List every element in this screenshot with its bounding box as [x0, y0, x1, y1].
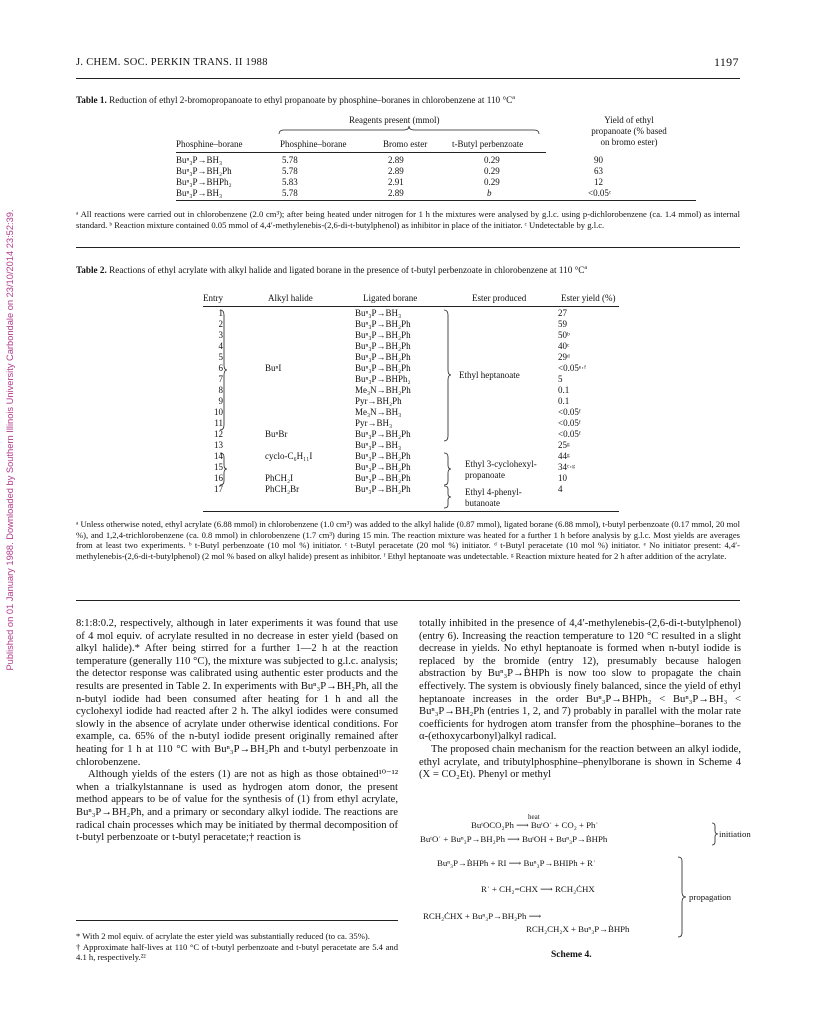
table2-ester-group-3-line2: butanoate	[465, 498, 500, 508]
table2-cell: Buⁿ₃P→BH₃	[355, 308, 402, 318]
table-row	[203, 473, 623, 484]
table2-cell: 1	[218, 308, 223, 318]
table2-cell: <0.05ᶠ	[558, 407, 581, 417]
table1-caption-note: a	[512, 95, 515, 101]
table1-cell: 0.29	[484, 177, 500, 187]
table-row	[203, 429, 623, 440]
table1-cell: <0.05ᶜ	[588, 188, 612, 198]
scheme-title: Scheme 4.	[551, 950, 592, 960]
table2-caption-label: Table 2.	[76, 265, 107, 276]
table2-cell: 0.1	[558, 385, 570, 395]
table2-cell: Buⁿ₃P→BH₂Ph	[355, 319, 411, 329]
scheme-eq4: R˙ + CH₂=CHX ⟶ RCH₂ĊHX	[481, 884, 595, 894]
scheme-eq1-text: BuᵗOCO₂Ph ⟶ BuᵗO˙ + CO₂ + Ph˙	[471, 820, 599, 830]
table1-col-perbenzoate: t-Butyl perbenzoate	[452, 139, 524, 149]
scheme-initiation-label: initiation	[719, 829, 751, 839]
table1-cell: b	[487, 188, 492, 198]
table1-cell: Buⁿ₃P→BH₃	[176, 155, 223, 165]
table2-cell: Buⁿ₃P→BH₂Ph	[355, 330, 411, 340]
table-row	[203, 440, 623, 451]
table2-cell: 2	[218, 319, 223, 329]
table2-cell: <0.05ᶠ	[558, 418, 581, 428]
table2-col-ester-yield: Ester yield (%)	[561, 293, 616, 303]
watermark-text: Published on 01 January 1988. Downloaded by Southern Illinois University Carbondale on 23/10/2014 23:52:39.	[5, 209, 15, 671]
table2-cell: 12	[214, 429, 223, 439]
table2-cell: 4	[558, 484, 563, 494]
table2-cell: 40ᶜ	[558, 341, 570, 351]
left-column	[76, 618, 398, 845]
table2-cell: Buⁿ₃P→BH₂Ph	[355, 473, 411, 483]
table2-cell: PhCH₂Br	[265, 484, 300, 494]
table1-col-phosphine-borane: Phosphine–borane	[176, 139, 243, 149]
table-row	[203, 418, 623, 429]
table2-cell: 15	[214, 462, 223, 472]
table2-cell: 3	[218, 330, 223, 340]
table1-bottom-rule	[176, 200, 696, 201]
table1-cell: 12	[594, 177, 603, 187]
table2-brace-ester-2	[442, 452, 452, 487]
table1-cell: 5.78	[282, 188, 298, 198]
table2-cell: 11	[214, 418, 223, 428]
table2-cell: 59	[558, 319, 567, 329]
table2-cell: Buⁿ₃P→BH₂Ph	[355, 341, 411, 351]
journal-header: J. CHEM. SOC. PERKIN TRANS. II 1988	[76, 57, 268, 68]
table1-cell: 5.78	[282, 166, 298, 176]
table2-header-rule	[203, 306, 619, 307]
table2-ester-group-2-line2: propanoate	[465, 470, 505, 480]
table-row	[203, 462, 623, 473]
table2-cell: Buⁿ₃P→BH₂Ph	[355, 462, 411, 472]
table2-cell: Pyr→BH₂Ph	[355, 396, 402, 406]
table-row	[203, 319, 623, 330]
table-row	[203, 341, 623, 352]
table2-cell: 4	[218, 341, 223, 351]
body-paragraph: The proposed chain mechanism for the reaction between an alkyl iodide, ethyl acrylate, and tributylphosphine–phenylborane is shown in Scheme 4 (X = CO₂Et). Phenyl or methyl	[419, 743, 741, 781]
table2-cell: Buⁿ₃P→BH₂Ph	[355, 484, 411, 494]
table2-cell: 29ᵈ	[558, 352, 570, 362]
table2-brace-entries-1-11	[218, 309, 228, 432]
table-row	[203, 484, 623, 495]
table1-cell: 0.29	[484, 155, 500, 165]
table2-cell: Buⁿ₃P→BH₂Ph	[355, 429, 411, 439]
scheme-propagation-brace	[677, 856, 687, 938]
table1-col-phosphine-borane-mmol: Phosphine–borane	[280, 139, 347, 149]
right-column	[419, 618, 741, 782]
table2-cell: 16	[214, 473, 223, 483]
body-paragraph: totally inhibited in the presence of 4,4′-methylenebis-(2,6-di-t-butylphenol) (entry 6). Increasing the reaction temperature to 120 °C resulted in a slight decrease in yields. No ethyl heptanoate is formed when n-butyl iodide is replaced by the bromide (entry 12), presumably because halogen abstraction by Buⁿ₃P→ḂHPh is now too slow to propagate the chain effectively. The system is obviously finely balanced, since the yield of ethyl heptanoate increases in the order Buⁿ₃P→BHPh₂ < Buⁿ₃P→BH₃ < Buⁿ₃P→BH₂Ph (entries 1, 2, and 7) probably in parallel with the molar rate coefficients for hydrogen atom transfer from the phosphine–boranes to the α-(ethoxycarbonyl)alkyl radical.	[419, 618, 741, 743]
table1-cell: Buⁿ₃P→BH₂Ph	[176, 166, 232, 176]
table-row	[203, 385, 623, 396]
table1-cell: 2.91	[388, 177, 404, 187]
table2-cell: 5	[218, 352, 223, 362]
table1-cell: 90	[594, 155, 603, 165]
table2-brace-ester-3	[442, 485, 452, 509]
table1-caption-text: Reduction of ethyl 2-bromopropanoate to ethyl propanoate by phosphine–boranes in chlorobenzene at 110 °C	[109, 95, 513, 106]
table1-caption	[76, 93, 740, 106]
scheme-eq1	[471, 820, 598, 831]
footnote-asterisk: * With 2 mol equiv. of acrylate the ester yield was substantially reduced (to ca. 35%).	[76, 931, 370, 941]
table2-cell: Buⁿ₃P→BH₂Ph	[355, 363, 411, 373]
table2-cell: 34ᶜ·ᵍ	[558, 462, 576, 472]
table2-cell: Buⁿ₃P→BH₂Ph	[355, 451, 411, 461]
table2-cell: <0.05ᶠ	[558, 429, 581, 439]
table2-cell: 8	[218, 385, 223, 395]
table-row	[203, 396, 623, 407]
table2-cell: 25ᵍ	[558, 440, 570, 450]
table1-caption-label: Table 1.	[76, 95, 107, 106]
table2-cell: 6	[218, 363, 223, 373]
table1-cell: 2.89	[388, 188, 404, 198]
table2-col-ester-produced: Ester produced	[472, 293, 527, 303]
table2-col-ligated-borane: Ligated borane	[363, 293, 418, 303]
table2-footnote: ᵃ Unless otherwise noted, ethyl acrylate (6.88 mmol) in chlorobenzene (1.0 cm³) was added to the alkyl halide (0.87 mmol), ligated borane (6.88 mmol), t-butyl perbenzoate (0.17 mmol, 20 mol %), and 1,2,4-trichlorobenzene (ca. 0.8 mmol) in chlorobenzene (1.7 cm³) during 15 min. The reaction mixture was heated for a further 1 h before analysis by g.l.c. Most yields are averages from at least two experiments. ᵇ t-Butyl perbenzoate (10 mol %) initiator. ᶜ t-Butyl peracetate (20 mol %) initiator. ᵈ t-Butyl peracetate (10 mol %) initiator. ᵉ No initiator present: 4,4′-methylenebis-(2,6-di-t-butylphenol) (2 mol % based on alkyl halide) present as inhibitor. ᶠ Ethyl heptanoate was undetectable. ᵍ Reaction mixture heated for 2 h after addition of the acrylate.	[76, 519, 740, 561]
table2-cell: 13	[214, 440, 223, 450]
table1-yield-header-1: Yield of ethyl	[604, 115, 654, 125]
table1-cell: 5.78	[282, 155, 298, 165]
page-number: 1197	[714, 55, 739, 69]
table2-col-entry: Entry	[203, 293, 223, 303]
table2-cell: Me₃N→BH₂Ph	[355, 385, 411, 395]
table1-cell: Buⁿ₃P→BH₃	[176, 188, 223, 198]
table1-yield-header-3: on bromo ester)	[600, 137, 658, 147]
table1-group-brace	[278, 125, 540, 135]
table2-cell: 7	[218, 374, 223, 384]
table2-body	[203, 308, 623, 495]
table2-brace-ester-1	[442, 309, 452, 443]
table2-cell: Pyr→BH₃	[355, 418, 393, 428]
table2-col-alkyl-halide: Alkyl halide	[268, 293, 313, 303]
table2-cell: 0.1	[558, 396, 570, 406]
table2-cell: 5	[558, 374, 563, 384]
table2-ester-group-3-line1: Ethyl 4-phenyl-	[465, 487, 522, 497]
table2-bottom-rule	[203, 511, 619, 512]
table2-cell: <0.05ᵉ·ᶠ	[558, 363, 587, 373]
table-row	[203, 451, 623, 462]
table2-caption	[76, 263, 756, 276]
scheme-heat-label: heat	[528, 813, 540, 821]
table1-col-bromo-ester: Bromo ester	[383, 139, 428, 149]
scheme-eq2: BuᵗO˙ + Buⁿ₃P→BH₂Ph ⟶ BuᵗOH + Buⁿ₃P→ḂHPh	[420, 834, 608, 844]
table2-cell: 14	[214, 451, 223, 461]
table2-cell: 50ᵇ	[558, 330, 570, 340]
table2-cell: BuⁿI	[265, 363, 282, 373]
header-rule	[76, 78, 740, 79]
table2-cell: 44ᵍ	[558, 451, 570, 461]
scheme-initiation-brace	[711, 822, 719, 846]
table1-cell: 2.89	[388, 155, 404, 165]
table2-cell: Buⁿ₃P→BH₂Ph	[355, 352, 411, 362]
table2-brace-entries-13-15	[218, 452, 228, 487]
table1-cell: Buⁿ₃P→BHPh₂	[176, 177, 232, 187]
table1-footnote: ᵃ All reactions were carried out in chlorobenzene (2.0 cm³); after being heated under nitrogen for 1 h the mixtures were analysed by g.l.c. using p-dichlorobenzene (ca. 1.4 mmol) as internal standard. ᵇ Reaction mixture contained 0.05 mmol of 4,4′-methylenebis-(2,6-di-t-butylphenol) as inhibitor in place of the initiator. ᶜ Undetectable by g.l.c.	[76, 209, 740, 230]
table1-cell: 2.89	[388, 166, 404, 176]
body-paragraph: Although yields of the esters (1) are not as high as those obtained¹⁰⁻¹² when a trialkylstannane is used as hydrogen atom donor, the present method appears to be of value for the synthesis of (1) from ethyl acrylate, Buⁿ₃P→BH₂Ph, and a primary or secondary alkyl iodide. The reactions are radical chain processes which may be initiated by thermal decomposition of t-butyl perbenzoate or t-butyl peracetate;† reaction is	[76, 769, 398, 844]
table2-cell: Me₃N→BH₃	[355, 407, 402, 417]
table2-cell: PhCH₂I	[265, 473, 294, 483]
scheme-propagation-label: propagation	[689, 892, 732, 902]
download-watermark	[2, 160, 18, 720]
table2-cell: cyclo-C₆H₁₁I	[265, 451, 313, 461]
table-row	[203, 352, 623, 363]
table-row	[203, 407, 623, 418]
scheme-eq5b: RCH₂CH₂X + Buⁿ₃P→ḂHPh	[526, 924, 630, 934]
body-paragraph: 8:1:8:0.2, respectively, although in later experiments it was found that use of 4 mol equiv. of acrylate resulted in no decrease in ester yield (based on alkyl halide).* After being stirred for a further 1—2 h at the reaction temperature (generally 110 °C), the mixture was subjected to g.l.c. analysis; the detector response was calibrated using authentic ester products and the results are presented in Table 2. In experiments with Buⁿ₃P→BH₂Ph, all the n-butyl iodide had been consumed after heating for 1 h and all the cyclohexyl iodide had reacted after 2 h. The alkyl iodides were consumed slowly in the absence of acrylate under otherwise identical conditions. For example, ca. 65% of the n-butyl iodide present originally remained after heating for 1 h at 110 °C with Buⁿ₃P→BH₂Ph and t-butyl perbenzoate in chlorobenzene.	[76, 618, 398, 768]
footnote-rule	[76, 920, 398, 921]
left-footnotes	[76, 931, 398, 963]
scheme-eq3: Buⁿ₃P→ḂHPh + RI ⟶ Buⁿ₃P→BHIPh + R˙	[437, 858, 596, 868]
table2-cell: 9	[218, 396, 223, 406]
table1-header-rule	[176, 152, 546, 153]
section-rule-1	[76, 247, 740, 248]
table2-ester-group-1: Ethyl heptanoate	[459, 370, 520, 380]
table-row	[203, 363, 623, 374]
table-row	[203, 374, 623, 385]
table1-yield-header-2: propanoate (% based	[591, 126, 667, 136]
table2-cell: 10	[214, 407, 223, 417]
section-rule-2	[76, 600, 740, 601]
table1-cell: 0.29	[484, 166, 500, 176]
table1-group-header: Reagents present (mmol)	[349, 115, 440, 125]
table2-cell: 10	[558, 473, 567, 483]
table2-ester-group-2-line1: Ethyl 3-cyclohexyl-	[465, 459, 537, 469]
table-row	[203, 330, 623, 341]
table-row	[203, 308, 623, 319]
table2-caption-note: a	[584, 265, 588, 271]
table2-cell: BuⁿBr	[265, 429, 288, 439]
scheme-4	[419, 813, 751, 1008]
table2-cell: Buⁿ₃P→BHPh₂	[355, 374, 411, 384]
table2-cell: 17	[214, 484, 223, 494]
table1-cell: 5.83	[282, 177, 298, 187]
table2-caption-text: Reactions of ethyl acrylate with alkyl halide and ligated borane in the presence of t-butyl perbenzoate in chlorobenzene at 110 °C	[109, 265, 585, 276]
table2-cell: Buⁿ₃P→BH₃	[355, 440, 402, 450]
table2-cell: 27	[558, 308, 567, 318]
scheme-eq5a: RCH₂ĊHX + Buⁿ₃P→BH₂Ph ⟶	[423, 911, 542, 921]
table1-cell: 63	[594, 166, 603, 176]
footnote-dagger: † Approximate half-lives at 110 °C of t-butyl perbenzoate and t-butyl peracetate are 5.4 and 4.1 h, respectively.²²	[76, 941, 398, 963]
